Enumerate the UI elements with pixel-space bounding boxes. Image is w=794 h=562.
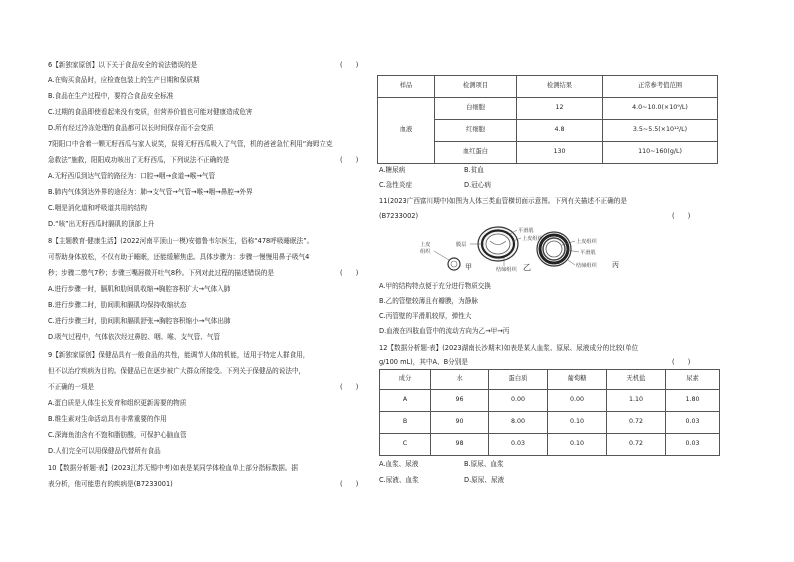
- q6-option-d: D.所有经过冷冻处理的食品都可以长时间保存而不会变质: [48, 124, 214, 132]
- q6-option-b: B.食品在生产过程中，要符合食品安全标准: [48, 92, 174, 100]
- connective-label-yi: 结缔组织: [496, 267, 517, 273]
- q11-option-c: C.丙管壁的平滑肌较厚，弹性大: [379, 312, 472, 320]
- q7-option-d: D.“咳”出无籽西瓜时膈肌的顶部上升: [48, 220, 155, 228]
- q12-row-a-urea: 1.80: [666, 390, 720, 412]
- q11-stem-line-2: (B7233002): [379, 212, 419, 220]
- tissue-label-bing: 上皮组织: [576, 239, 597, 245]
- q10-header-sample: 样品: [378, 76, 435, 98]
- tissue-label-yi: 上皮组织: [522, 236, 543, 242]
- q10-option-d: D.冠心病: [464, 181, 491, 189]
- q12-answer-paren: ( ): [672, 358, 691, 366]
- q10-range-hb: 110~160(g/L): [603, 142, 718, 164]
- q9-option-a: A.蛋白质是人体生长发育和组织更新需要的物质: [48, 399, 187, 407]
- q7-option-a: A.无籽西瓜到达气管的路径为：口腔→咽→食道→喉→气管: [48, 172, 216, 180]
- q12-stem-line-2: g/100 mL)，其中A、B分别是: [379, 358, 468, 366]
- q10-stem-line-1: 10【数据分析题·表】(2023江苏无锡中考)如表是某同学体检血单上部分指标数据。据: [48, 464, 299, 472]
- q10-option-a: A.糖尿病: [379, 166, 406, 174]
- q10-item-rbc: 红细胞: [435, 120, 517, 142]
- q6-option-c: C.过期的食品即使看起来没有变质，但营养价值也可能对健康造成危害: [48, 108, 253, 116]
- q10-option-b: B.贫血: [464, 166, 484, 174]
- q6-option-a: A.在购买食品时，应检查包装上的生产日期和保质期: [48, 76, 200, 84]
- q9-stem-line-1: 9【新独家原创】保健品具有一般食品的共性，能调节人体的机能，适用于特定人群食用，: [48, 351, 310, 359]
- q11-answer-paren: ( ): [672, 212, 691, 220]
- q10-range-rbc: 3.5~5.5(×10¹²/L): [603, 120, 718, 142]
- q10-item-wbc: 白细胞: [435, 98, 517, 120]
- q7-stem-line-1: 7阳阳口中含着一颗无籽西瓜与家人说笑，误将无籽西瓜吸入了气管，机的爸爸急忙利用“海姆立克: [48, 140, 333, 148]
- q12-row-c-label: C: [380, 434, 431, 456]
- q8-stem-line-3: 秒；步骤二憋气7秒；步骤三嘴唇微开吐气8秒。下列对此过程的描述错误的是: [48, 269, 274, 277]
- q9-option-c: C.深海鱼油含有不饱和脂肪酸，可保护心脑血管: [48, 431, 187, 439]
- q12-option-a: A.血浆、尿液: [379, 460, 419, 468]
- q12-row-c-protein: 0.03: [489, 434, 548, 456]
- q7-answer-paren: ( ): [340, 156, 359, 164]
- q9-stem-line-3: 不正确的一项是: [48, 383, 95, 391]
- q12-header-glucose: 葡萄糖: [548, 370, 607, 390]
- q12-row-c-urea: 0.03: [666, 434, 720, 456]
- label-bing: 丙: [612, 261, 619, 269]
- jia-tissue-label-2: 组织: [420, 249, 431, 255]
- q11-option-d: D.血液在四肢血管中的流动方向为乙→甲→丙: [379, 327, 510, 335]
- q8-option-d: D.吸气过程中，气体依次经过鼻腔、咽、喉、支气管、气管: [48, 333, 221, 341]
- q12-row-a-glucose: 0.00: [548, 390, 607, 412]
- q10-header-result: 检测结果: [517, 76, 603, 98]
- q10-header-item: 检测项目: [435, 76, 517, 98]
- artery-bing: [537, 232, 571, 266]
- q12-row-b-glucose: 0.10: [548, 412, 607, 434]
- q10-result-rbc: 4.8: [517, 120, 603, 142]
- connective-label-bing: 结缔组织: [576, 263, 597, 269]
- q12-option-d: D.原尿、尿液: [464, 476, 505, 484]
- q10-header-range: 正常参考值范围: [603, 76, 718, 98]
- label-yi: 乙: [523, 263, 531, 272]
- q10-result-hb: 130: [517, 142, 603, 164]
- q12-header-water: 水: [431, 370, 489, 390]
- q12-row-b-salts: 0.72: [607, 412, 666, 434]
- q8-stem-line-1: 8【主题教育·健康生活】(2022河南平顶山一模)安德鲁韦尔医生，俗称“478呼吸睡眠法”。: [48, 237, 314, 245]
- q12-row-b-label: B: [380, 412, 431, 434]
- q12-header-protein: 蛋白质: [489, 370, 548, 390]
- q12-header-component: 成分: [380, 370, 431, 390]
- q12-stem-line-1: 12【数据分析题·表】(2023湖南长沙期末)如表是某人血浆、原尿、尿液成分的比较(单位: [379, 344, 639, 352]
- q6-stem: 6【新独家原创】以下关于食品安全的说法错误的是: [48, 61, 198, 69]
- q12-row-a-salts: 1.10: [607, 390, 666, 412]
- q10-option-c: C.急性炎症: [379, 181, 413, 189]
- q10-stem-line-2: 表分析，他可能患有的疾病是(B7233001): [48, 480, 173, 488]
- q10-item-hb: 血红蛋白: [435, 142, 517, 164]
- q10-sample-cell: 血液: [378, 98, 435, 164]
- q12-row-a-label: A: [380, 390, 431, 412]
- q10-blood-test-table: [377, 75, 718, 164]
- q11-blood-vessel-figure: [420, 224, 680, 279]
- q8-option-c: C.进行步骤三时，肋间肌和膈肌舒张→胸腔容积缩小→气体出肺: [48, 317, 231, 325]
- q11-stem-line-1: 11(2023广西富川期中)如图为人体三类血管横切面示意图。下列有关描述不正确的是: [379, 197, 627, 205]
- q7-option-c: C.咽是消化道和呼吸道共用的结构: [48, 204, 148, 212]
- q9-option-b: B.维生素对生命活动具有非常重要的作用: [48, 415, 167, 423]
- q7-option-b: B.肺内气体到达外界的途径为：肺→支气管→气管→喉→咽→鼻腔→外界: [48, 188, 253, 196]
- muscle-label-yi: 平滑肌: [518, 228, 534, 234]
- q12-row-b-protein: 8.00: [489, 412, 548, 434]
- q9-stem-line-2: 但不以治疗疾病为目的。保健品已在逐步被广大群众所接受。下列关于保健品的说法中，: [48, 367, 306, 375]
- muscle-label-bing: 平滑肌: [580, 250, 596, 256]
- capillary-jia: [448, 258, 460, 270]
- q10-result-wbc: 12: [517, 98, 603, 120]
- q12-composition-table: [379, 369, 720, 456]
- q9-answer-paren: ( ): [340, 383, 359, 391]
- q7-stem-line-2: 急救法”施救，阳阳成功咳出了无籽西瓜，下列说法不正确的是: [48, 156, 230, 164]
- q12-header-urea: 尿素: [666, 370, 720, 390]
- q6-answer-paren: ( ): [340, 61, 359, 69]
- q12-row-a-water: 96: [431, 390, 489, 412]
- q12-row-b-urea: 0.03: [666, 412, 720, 434]
- q12-option-c: C.尿液、血浆: [379, 476, 419, 484]
- q12-row-b-water: 90: [431, 412, 489, 434]
- q12-row-c-water: 98: [431, 434, 489, 456]
- label-jia: 甲: [465, 263, 472, 271]
- q11-option-b: B.乙的管壁较薄且有瓣膜，为静脉: [379, 297, 478, 305]
- q12-header-salts: 无机盐: [607, 370, 666, 390]
- q10-answer-paren: ( ): [340, 480, 359, 488]
- q8-stem-line-2: 可帮助身体放松，不仅有助于睡眠，还能缓解焦虑。具体步骤为：步骤一慢慢用鼻子吸气4: [48, 253, 310, 261]
- film-label: 膜层: [456, 242, 467, 248]
- q9-option-d: D.人们完全可以用保健品代替所有食品: [48, 447, 161, 455]
- q8-option-a: A.进行步骤一时，膈肌和肋间肌收缩→胸腔容积扩大→气体入肺: [48, 285, 231, 293]
- q11-option-a: A.甲的结构特点便于充分进行物质交换: [379, 282, 491, 290]
- q12-row-c-salts: 0.72: [607, 434, 666, 456]
- q8-option-b: B.进行步骤二时，肋间肌和膈肌均保持收缩状态: [48, 301, 187, 309]
- q12-option-b: B.原尿、血浆: [464, 460, 504, 468]
- q12-row-c-glucose: 0.10: [548, 434, 607, 456]
- q12-row-a-protein: 0.00: [489, 390, 548, 412]
- jia-tissue-label-1: 上皮: [420, 242, 431, 248]
- q8-answer-paren: ( ): [340, 269, 359, 277]
- q10-range-wbc: 4.0~10.0(×10⁹/L): [603, 98, 718, 120]
